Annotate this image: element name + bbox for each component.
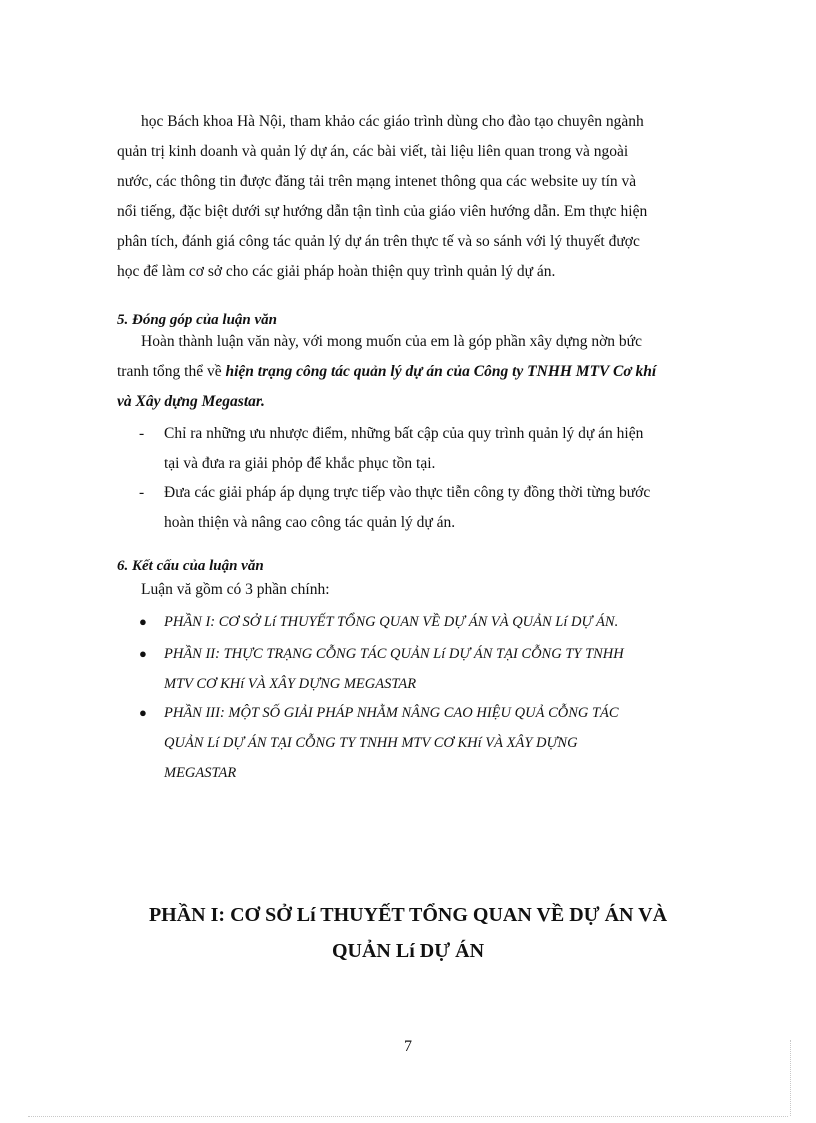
paragraph-line: Luận vă gồm có 3 phần chính: — [141, 581, 330, 598]
bullet-icon: ● — [139, 614, 147, 629]
list-item-line: tại và đưa ra giải phỏp để khắc phục tồn tại. — [164, 455, 436, 472]
paragraph-line — [117, 357, 739, 387]
bullet-icon: ● — [139, 705, 147, 720]
paragraph-line: học Bách khoa Hà Nội, tham khảo các giáo trình dùng cho đào tạo chuyên ngành — [141, 113, 644, 130]
list-item — [117, 698, 739, 788]
list-item — [117, 478, 739, 538]
list-item-line: PHẦN I: CƠ SỞ Lí THUYẾT TỔNG QUAN VỀ DỰ ÁN VÀ QUẢN Lí DỰ ÁN. — [164, 614, 619, 630]
page-border — [790, 1040, 791, 1116]
text-segment: tranh tổng thể về — [117, 363, 226, 380]
dash-marker: - — [139, 425, 145, 442]
list-item — [117, 419, 739, 479]
list-item-line: Chỉ ra những ưu nhược điểm, những bất cập của quy trình quản lý dự án hiện — [164, 425, 644, 442]
list-item-line: QUẢN Lí DỰ ÁN TẠI CỖNG TY TNHH MTV CƠ KHí VÀ XÂY DỰNG — [164, 735, 578, 751]
emphasis-text: và Xây dựng Megastar. — [117, 393, 265, 410]
section-5-intro — [117, 327, 739, 417]
paragraph-line: quản trị kinh doanh và quản lý dự án, các bài viết, tài liệu liên quan trong và ngoài — [117, 143, 629, 160]
part-title — [0, 897, 816, 969]
paragraph-line: nước, các thông tin được đăng tải trên mạng intenet thông qua các website uy tín và — [117, 173, 637, 190]
list-item — [117, 607, 739, 637]
bullet-icon: ● — [139, 646, 147, 661]
section-5-heading: 5. Đóng góp của luận văn — [117, 312, 278, 328]
list-item-line: PHẦN II: THỰC TRẠNG CỖNG TÁC QUẢN Lí DỰ ÁN TẠI CỖNG TY TNHH — [164, 646, 624, 662]
list-item-line: MTV CƠ KHí VÀ XÂY DỰNG MEGASTAR — [164, 676, 417, 692]
part-title-line: QUẢN Lí DỰ ÁN — [331, 940, 485, 962]
paragraph-line: Hoàn thành luận văn này, với mong muốn của em là góp phần xây dựng nờn bức — [141, 333, 642, 350]
dash-marker: - — [139, 484, 145, 501]
list-item-line: MEGASTAR — [164, 765, 237, 781]
section-6-intro — [117, 575, 739, 605]
paragraph-line: phân tích, đánh giá công tác quản lý dự án trên thực tế và so sánh với lý thuyết được — [117, 233, 640, 250]
page-number: 7 — [404, 1038, 412, 1055]
page-border — [28, 1116, 788, 1117]
paragraph-line: học để làm cơ sở cho các giải pháp hoàn thiện quy trình quản lý dự án. — [117, 263, 556, 280]
intro-paragraph — [117, 107, 739, 287]
emphasis-text: hiện trạng công tác quản lý dự án của Công ty TNHH MTV Cơ khí — [225, 363, 657, 380]
section-6-heading: 6. Kết cấu của luận văn — [117, 558, 264, 574]
list-item-line: PHẦN III: MỘT SỐ GIẢI PHÁP NHẰM NÂNG CAO HIỆU QUẢ CỖNG TÁC — [164, 705, 619, 721]
list-item-line: hoàn thiện và nâng cao công tác quản lý dự án. — [164, 514, 456, 531]
paragraph-line: nổi tiếng, đặc biệt dưới sự hướng dẫn tận tình của giáo viên hướng dẫn. Em thực hiện — [117, 203, 648, 220]
list-item-line: Đưa các giải pháp áp dụng trực tiếp vào thực tiễn công ty đồng thời từng bước — [164, 484, 651, 501]
part-title-line: PHẦN I: CƠ SỞ Lí THUYẾT TỔNG QUAN VỀ DỰ ÁN VÀ — [148, 904, 668, 926]
list-item — [117, 639, 739, 699]
